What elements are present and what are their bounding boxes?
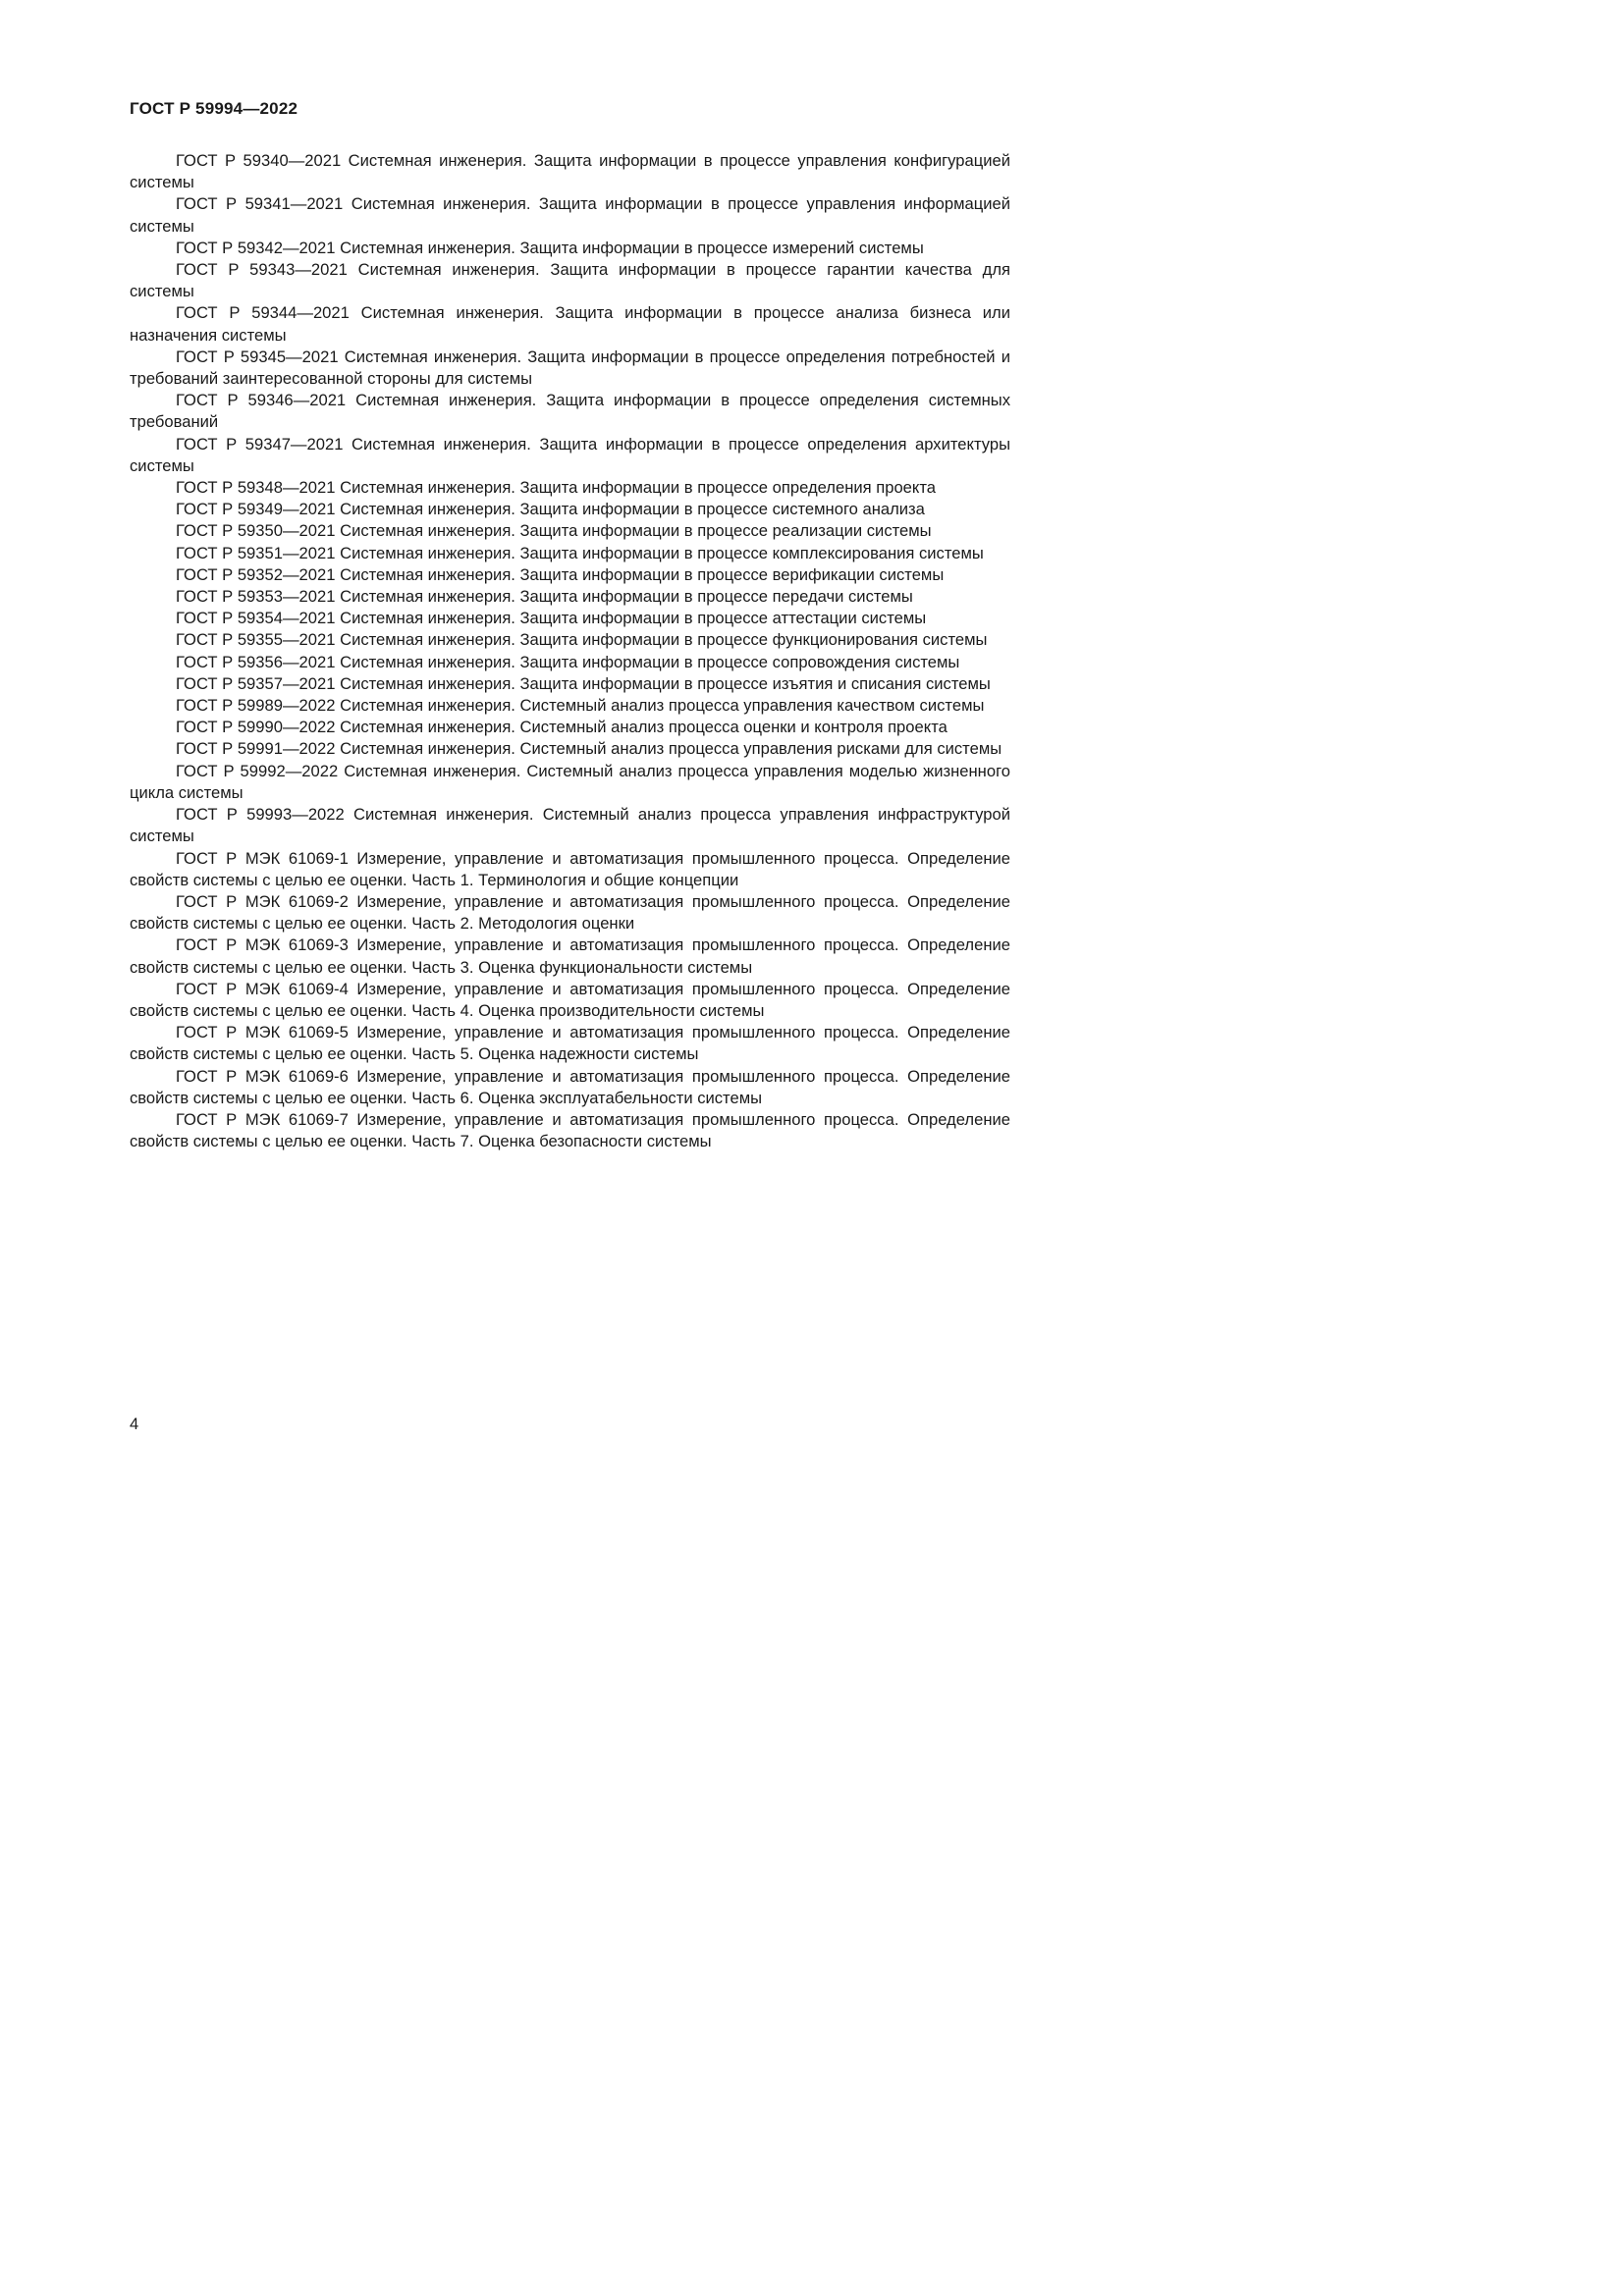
document-page [0,0,1082,1530]
reference-entry: ГОСТ Р 59990—2022 Системная инженерия. Системный анализ процесса оценки и контроля проекта [176,718,947,737]
reference-entry: ГОСТ Р 59992—2022 Системная инженерия. Системный анализ процесса управления моделью жизненного цикла системы [130,761,1010,802]
reference-entry: ГОСТ Р 59353—2021 Системная инженерия. Защита информации в процессе передачи системы [176,587,913,607]
reference-entry: ГОСТ Р 59991—2022 Системная инженерия. Системный анализ процесса управления рисками для системы [176,739,1002,759]
reference-entry: ГОСТ Р 59989—2022 Системная инженерия. Системный анализ процесса управления качеством системы [176,696,985,716]
reference-entry: ГОСТ Р 59341—2021 Системная инженерия. Защита информации в процессе управления информацией системы [130,194,1010,236]
reference-entry: ГОСТ Р МЭК 61069-2 Измерение, управление и автоматизация промышленного процесса. Определение свойств системы с целью ее оценки. Часть 2. Методология оценки [130,891,1010,934]
reference-entry: ГОСТ Р 59349—2021 Системная инженерия. Защита информации в процессе системного анализа [176,500,925,519]
reference-entry: ГОСТ Р МЭК 61069-1 Измерение, управление и автоматизация промышленного процесса. Определение свойств системы с целью ее оценки. Часть 1. Терминология и общие концепции [130,848,1010,889]
page-number: 4 [130,1415,139,1433]
reference-entry: ГОСТ Р МЭК 61069-5 Измерение, управление и автоматизация промышленного процесса. Определение свойств системы с целью ее оценки. Часть 5. Оценка надежности системы [130,1023,1010,1064]
reference-entry: ГОСТ Р 59350—2021 Системная инженерия. Защита информации в процессе реализации системы [176,521,932,541]
reference-entry: ГОСТ Р 59356—2021 Системная инженерия. Защита информации в процессе сопровождения системы [176,652,960,671]
reference-entry: ГОСТ Р МЭК 61069-6 Измерение, управление и автоматизация промышленного процесса. Определение свойств системы с целью ее оценки. Часть 6. Оценка эксплуатабельности системы [130,1066,1010,1107]
reference-entry: ГОСТ Р 59344—2021 Системная инженерия. Защита информации в процессе анализа бизнеса или назначения системы [130,303,1010,345]
reference-entry: ГОСТ Р 59343—2021 Системная инженерия. Защита информации в процессе гарантии качества для системы [130,260,1010,301]
reference-entry: ГОСТ Р 59354—2021 Системная инженерия. Защита информации в процессе аттестации системы [176,609,927,628]
reference-entry: ГОСТ Р 59355—2021 Системная инженерия. Защита информации в процессе функционирования системы [176,630,988,650]
reference-entry: ГОСТ Р 59348—2021 Системная инженерия. Защита информации в процессе определения проекта [176,478,936,498]
reference-entry: ГОСТ Р 59346—2021 Системная инженерия. Защита информации в процессе определения системных требований [130,391,1010,432]
document-header: ГОСТ Р 59994—2022 [130,99,298,118]
reference-entry: ГОСТ Р 59351—2021 Системная инженерия. Защита информации в процессе комплексирования системы [176,543,984,562]
reference-entry: ГОСТ Р 59340—2021 Системная инженерия. Защита информации в процессе управления конфигурацией системы [130,151,1010,192]
reference-list [130,150,1010,1152]
reference-entry: ГОСТ Р 59357—2021 Системная инженерия. Защита информации в процессе изъятия и списания системы [176,673,991,693]
reference-entry: ГОСТ Р 59347—2021 Системная инженерия. Защита информации в процессе определения архитектуры системы [130,434,1010,475]
reference-entry: ГОСТ Р МЭК 61069-3 Измерение, управление и автоматизация промышленного процесса. Определение свойств системы с целью ее оценки. Часть 3. Оценка функциональности системы [130,935,1010,977]
reference-entry: ГОСТ Р 59342—2021 Системная инженерия. Защита информации в процессе измерений системы [176,238,924,257]
reference-entry: ГОСТ Р 59345—2021 Системная инженерия. Защита информации в процессе определения потребностей и требований заинтересованной стороны для системы [130,347,1010,389]
reference-entry: ГОСТ Р МЭК 61069-4 Измерение, управление и автоматизация промышленного процесса. Определение свойств системы с целью ее оценки. Часть 4. Оценка производительности системы [130,979,1010,1020]
reference-entry: ГОСТ Р МЭК 61069-7 Измерение, управление и автоматизация промышленного процесса. Определение свойств системы с целью ее оценки. Часть 7. Оценка безопасности системы [130,1109,1010,1151]
reference-entry: ГОСТ Р 59993—2022 Системная инженерия. Системный анализ процесса управления инфраструктурой системы [130,805,1010,846]
reference-entry: ГОСТ Р 59352—2021 Системная инженерия. Защита информации в процессе верификации системы [176,564,945,584]
